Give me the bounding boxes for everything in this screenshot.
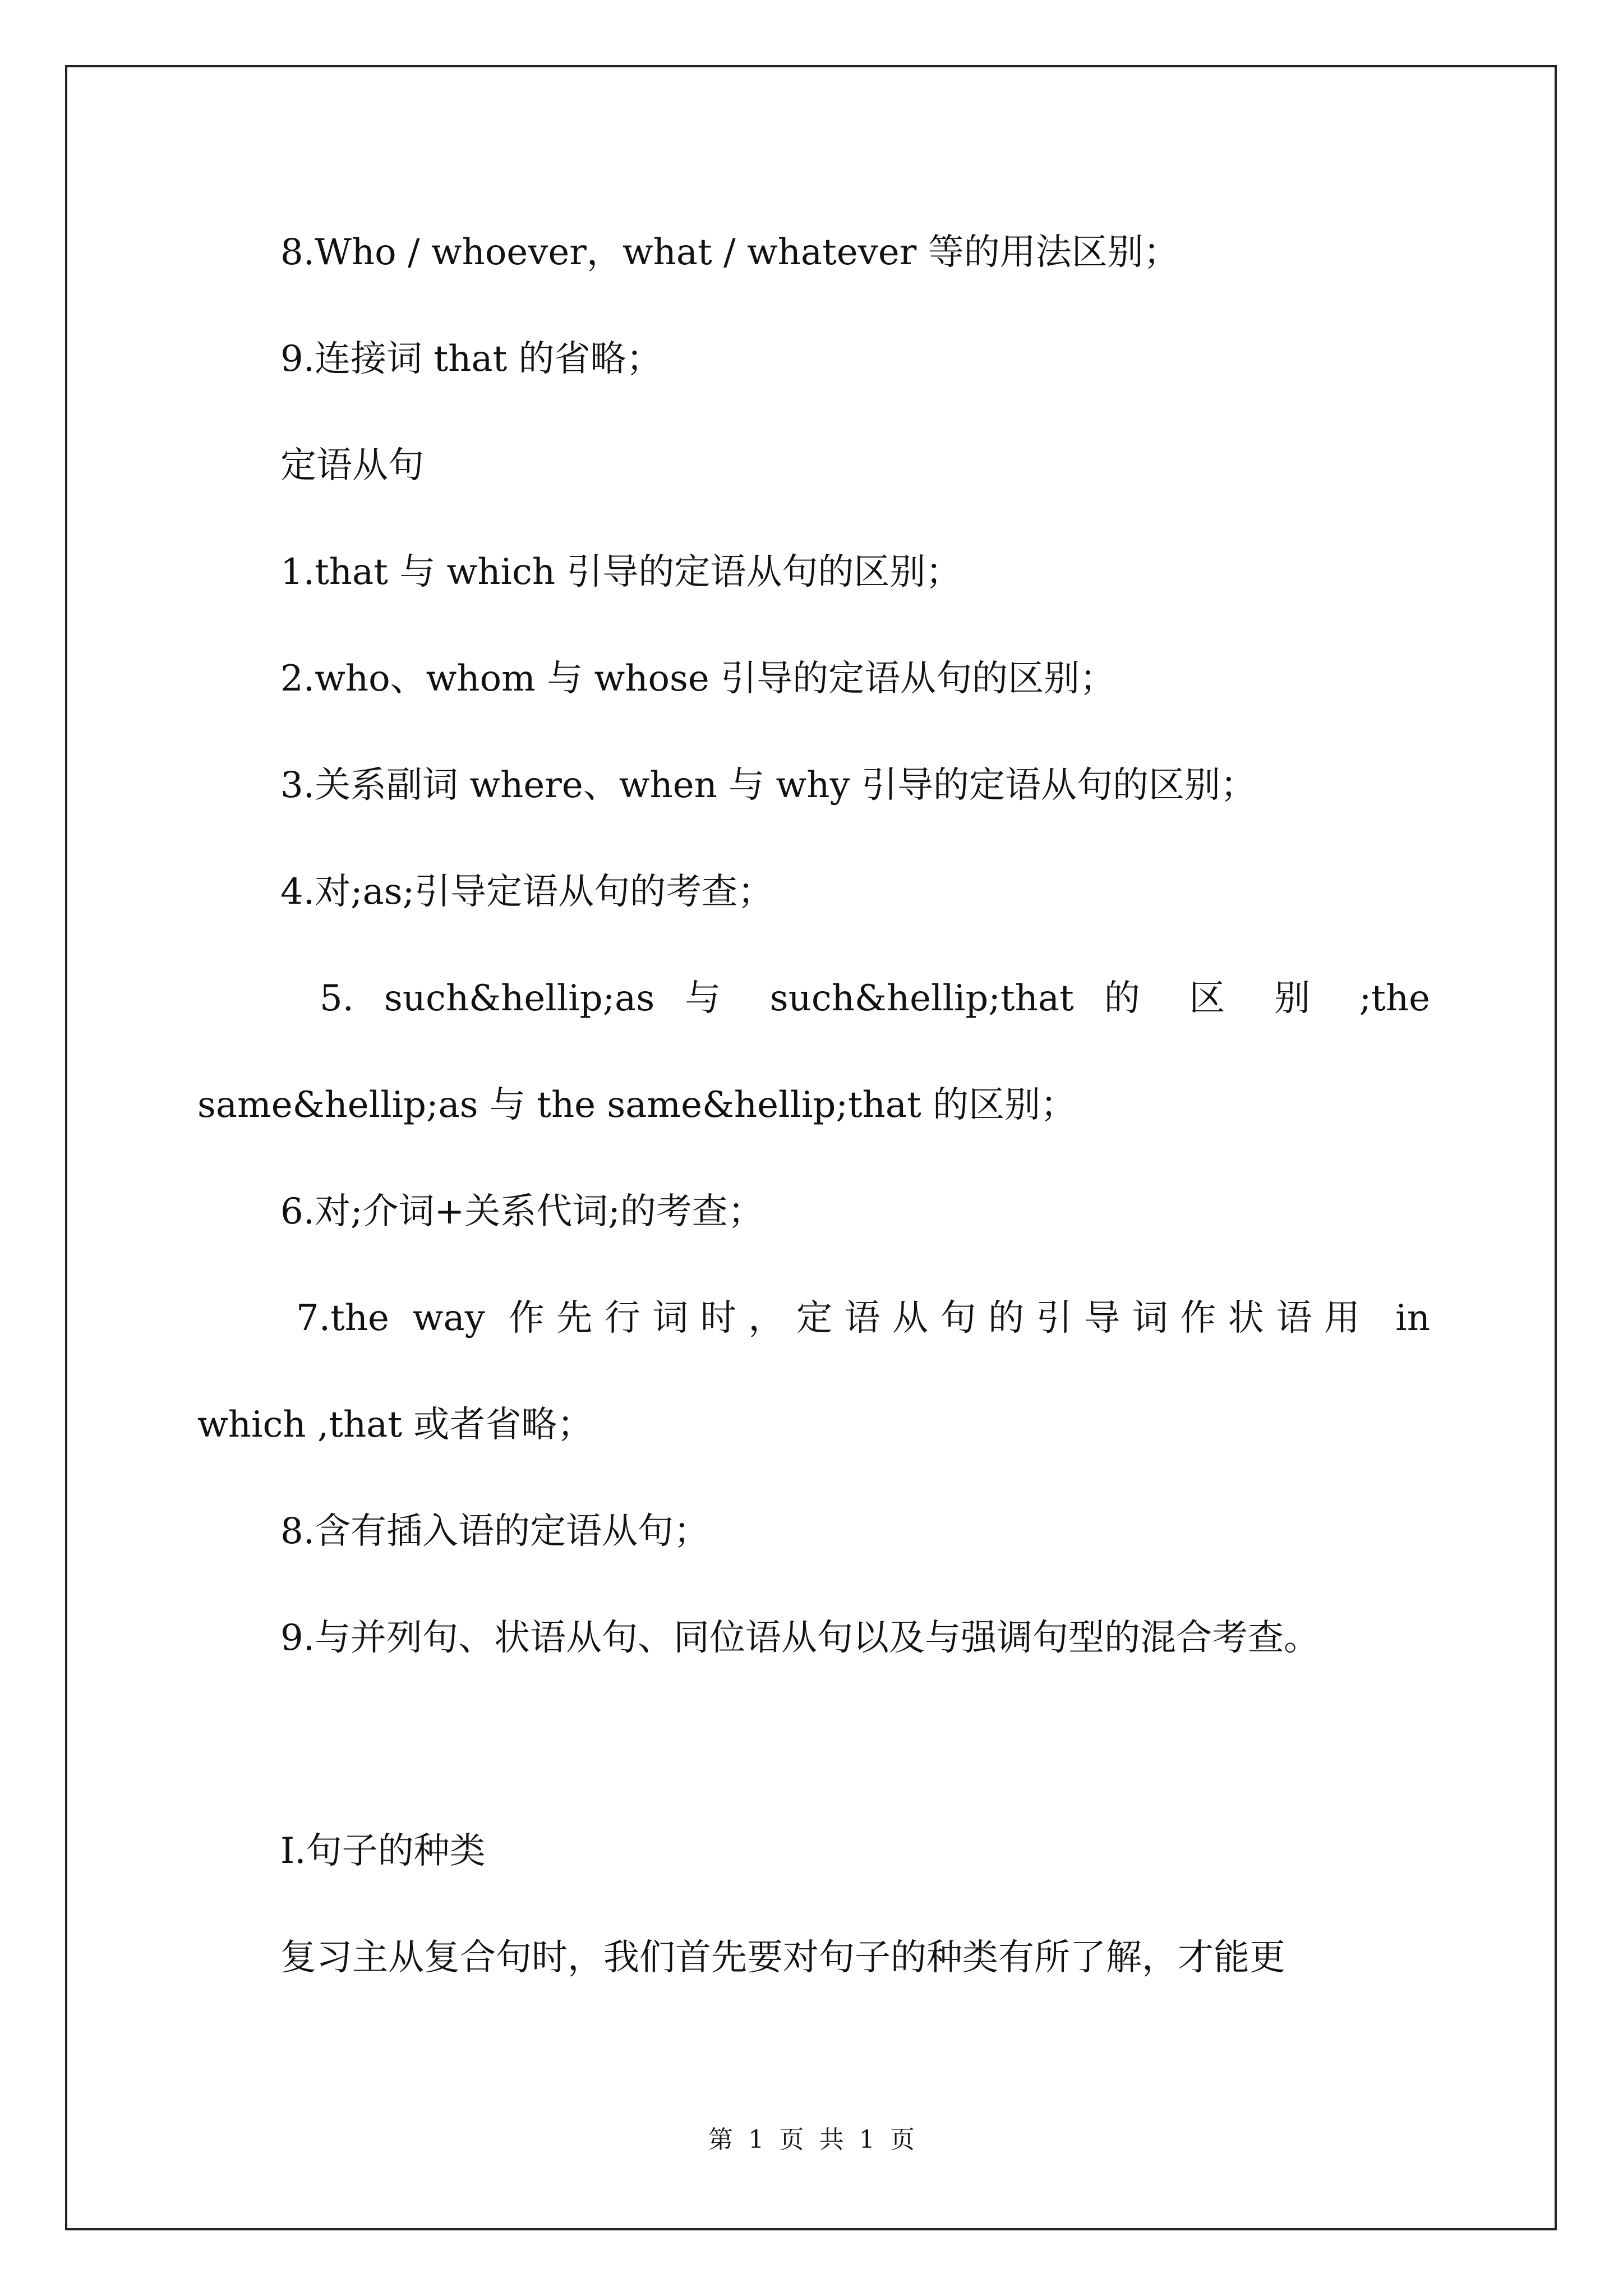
text-line-14: 9.与并列句、状语从句、同位语从句以及与强调句型的混合考查。 [280,1617,1320,1659]
text-line-9: same&hellip;as 与 the same&hellip;that 的区别； [197,1084,1077,1126]
text-line-5: 2.who、whom 与 whose 引导的定语从句的区别； [280,658,1116,700]
text-line-2: 9.连接词 that 的省略； [280,338,662,380]
page-footer: 第 1 页 共 1 页 [708,2125,915,2154]
text-line-15: I.句子的种类 [280,1830,486,1872]
text-line-12: which ,that 或者省略； [197,1404,593,1446]
text-line-7: 4.对;as;引导定语从句的考查； [280,871,774,913]
text-line-13: 8.含有插入语的定语从句； [280,1511,710,1552]
text-line-1: 8.Who / whoever，what / whatever 等的用法区别； [280,232,1179,273]
text-line-8: 5. such&hellip;as 与 such&hellip;that 的 区 别 ;the [320,978,1430,1019]
text-line-10: 6.对;介词+关系代词;的考查； [280,1191,764,1232]
text-line-3: 定语从句 [280,445,424,486]
text-line-4: 1.that 与 which 引导的定语从句的区别； [280,551,962,593]
text-line-6: 3.关系副词 where、when 与 why 引导的定语从句的区别； [280,765,1257,806]
text-line-16: 复习主从复合句时，我们首先要对句子的种类有所了解，才能更 [280,1937,1285,1978]
text-line-11: 7.the way 作先行词时，定语从句的引导词作状语用 in [296,1297,1430,1339]
page-border [65,65,1557,2230]
